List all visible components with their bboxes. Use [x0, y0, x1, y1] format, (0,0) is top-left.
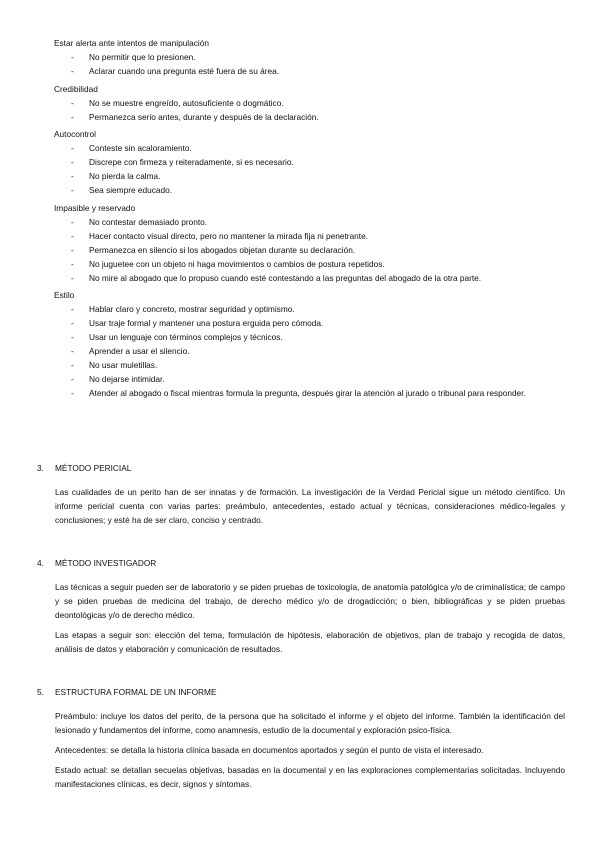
section-metodo-investigador	[37, 557, 565, 662]
group-heading: Credibilidad	[54, 83, 98, 94]
list-item: - No se muestre engreído, autosuficiente o dogmático.	[71, 97, 284, 108]
paragraph: Antecedentes: se detalla la historia clínica basada en documentos aportados y según el punto de vista el interesado.	[55, 744, 484, 755]
group-manipulation	[54, 37, 554, 79]
list-item: - Usar un lenguaje con términos complejos y técnicos.	[71, 332, 283, 343]
group-credibility	[54, 83, 554, 125]
section-metodo-pericial	[37, 462, 565, 534]
list-item: - No dejarse intimidar.	[71, 373, 165, 384]
list-item: - Hacer contacto visual directo, pero no mantener la mirada fija ni penetrante.	[71, 230, 369, 241]
list-item: - Atender al abogado o fiscal mientras formula la pregunta, después girar la atención al jurado o tribunal para responder.	[71, 387, 526, 398]
list-item: - No mire al abogado que lo propuso cuando esté contestando a las preguntas del abogado de la otra parte.	[71, 272, 482, 283]
list-item: - Hablar claro y concreto, mostrar seguridad y optimismo.	[71, 304, 295, 315]
list-item: - Aclarar cuando una pregunta esté fuera de su área.	[71, 65, 280, 76]
bullet-list	[54, 51, 554, 79]
list-item: - Sea siempre educado.	[71, 185, 173, 196]
list-item: - No usar muletillas.	[71, 359, 158, 370]
behavior-guidelines	[54, 37, 554, 405]
section-title: ESTRUCTURA FORMAL DE UN INFORME	[55, 687, 217, 697]
group-heading: Impasible y reservado	[54, 202, 136, 213]
section-number: 4.	[37, 558, 44, 568]
group-heading: Autocontrol	[54, 129, 96, 140]
section-heading	[37, 686, 565, 700]
bullet-list	[54, 216, 554, 286]
group-impassive	[54, 202, 554, 285]
section-estructura-informe	[37, 686, 565, 797]
list-item: - No contestar demasiado pronto.	[71, 216, 208, 227]
group-self-control	[54, 128, 554, 198]
bullet-list	[54, 142, 554, 198]
list-item: - Permanezca en silencio si los abogados objetan durante su declaración.	[71, 244, 356, 255]
paragraph: Las etapas a seguir son: elección del tema, formulación de hipótesis, elaboración de objetivos, plan de trabajo y recogida de datos, análisis de datos y elaboración y comunicación de resultados.	[55, 629, 565, 654]
group-heading: Estilo	[54, 290, 75, 301]
list-item: - Conteste sin acaloramiento.	[71, 143, 192, 154]
list-item: - Permanezca serio antes, durante y después de la declaración.	[71, 111, 319, 122]
bullet-list	[54, 97, 554, 125]
section-number: 3.	[37, 463, 44, 473]
section-heading	[37, 462, 565, 476]
section-number: 5.	[37, 687, 44, 697]
list-item: - Discrepe con firmeza y reiteradamente, si es necesario.	[71, 157, 294, 168]
section-heading	[37, 557, 565, 571]
list-item: - Usar traje formal y mantener una postura erguida pero cómoda.	[71, 318, 324, 329]
list-item: - Aprender a usar el silencio.	[71, 346, 190, 357]
paragraph: Las técnicas a seguir pueden ser de laboratorio y se piden pruebas de toxicología, de anatomía patológica y/o de criminalística; de campo y se piden pruebas de medicina del trabajo, de derecho médico y/o de drogadicción; o bien, bibliográficas y se piden pruebas deontológicas y/o de derecho médico.	[55, 581, 565, 620]
list-item: - No pierda la calma.	[71, 171, 161, 182]
group-heading: Estar alerta ante intentos de manipulación	[54, 38, 209, 48]
group-style	[54, 289, 554, 400]
section-title: MÉTODO PERICIAL	[55, 463, 132, 473]
paragraph: Las cualidades de un perito han de ser innatas y de formación. La investigación de la Verdad Pericial sigue un método científico. Un informe pericial cuenta con varias partes: preámbulo, antecedentes, estado actual y técnicas, consideraciones médico-legales y conclusiones; y esté ha de ser claro, conciso y centrado.	[55, 486, 565, 525]
bullet-list	[54, 303, 554, 400]
paragraph: Preámbulo: incluye los datos del perito, de la persona que ha solicitado el informe y el objeto del informe. También la identificación del lesionado y fundamentos del informe, como anamnesis, estudio de la documental y exploración psico-física.	[55, 710, 565, 735]
list-item: - No juguetee con un objeto ni haga movimientos o cambios de postura repetidos.	[71, 258, 385, 269]
list-item: - No permitir que lo presionen.	[71, 51, 196, 62]
section-title: MÉTODO INVESTIGADOR	[55, 558, 157, 568]
paragraph: Estado actual: se detallan secuelas objetivas, basadas en la documental y en las exploraciones complementarias solicitadas. Incluyendo manifestaciones clínicas, es decir, signos y síntomas.	[55, 764, 565, 789]
